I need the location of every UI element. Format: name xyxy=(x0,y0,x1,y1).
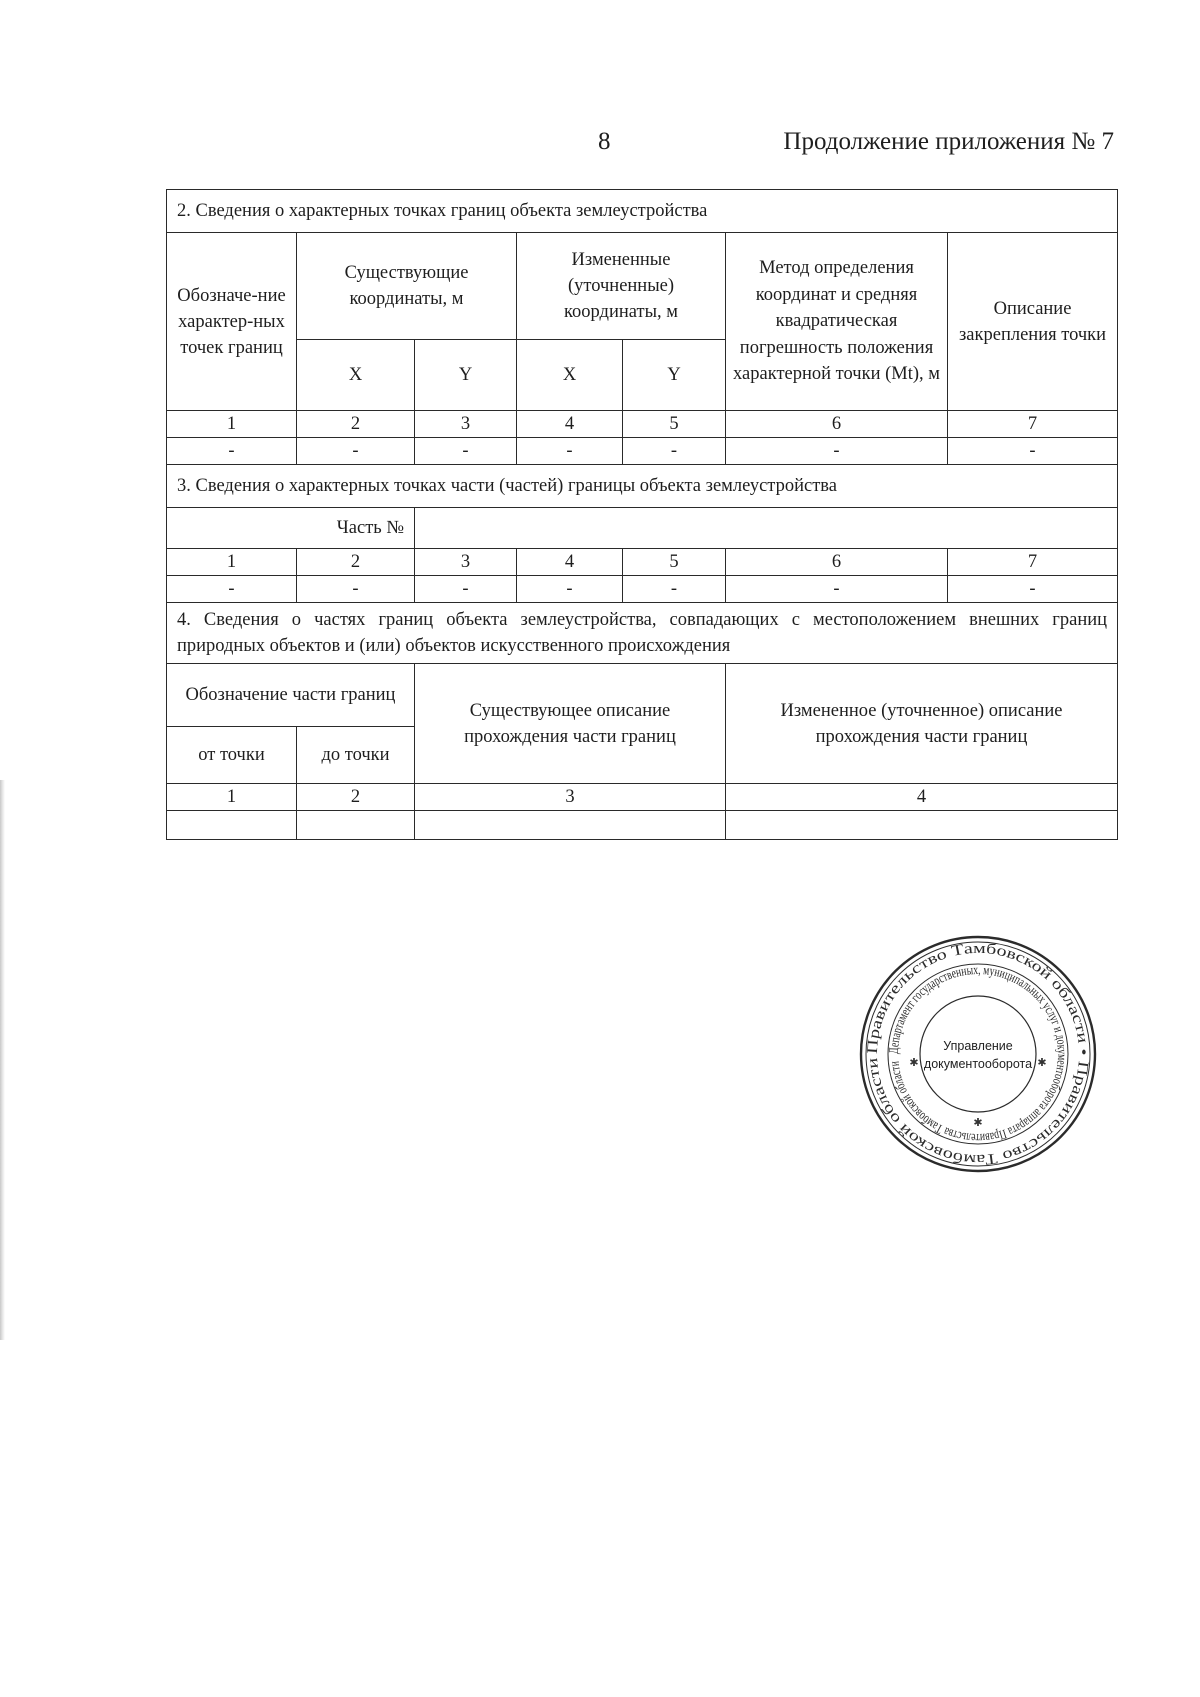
table-cell: 4 xyxy=(517,549,623,576)
seal-center-line-2: документооборота xyxy=(923,1057,1033,1071)
section2-number-row xyxy=(167,411,1118,438)
col-existing-x: X xyxy=(297,340,415,411)
section2-header-row-1 xyxy=(167,233,1118,340)
section4-title: 4. Сведения о частях границ объекта землеустройства, совпадающих с местоположением внешних границ природных объектов и (или) объектов искусственного происхождения xyxy=(167,603,1118,664)
section2-data-row xyxy=(167,438,1118,465)
table-cell: 7 xyxy=(948,549,1118,576)
table-cell: - xyxy=(726,576,948,603)
col-existing-description: Существующее описание прохождения части границ xyxy=(415,664,726,784)
seal-star-icon: ✱ xyxy=(909,1056,919,1069)
seal-star-icon: ✱ xyxy=(1037,1056,1047,1069)
table-cell: 4 xyxy=(726,784,1118,811)
table-cell xyxy=(415,811,726,840)
section4-number-row xyxy=(167,784,1118,811)
seal-inner-text: Департамент государственных, муниципальных услуг и документооборота аппарата Правительства Тамбовской области xyxy=(885,961,1071,1147)
seal-center-line-1: Управление xyxy=(943,1039,1013,1053)
section2-title: 2. Сведения о характерных точках границ объекта землеустройства xyxy=(167,190,1118,233)
table-cell: - xyxy=(623,438,726,465)
col-point-designation: Обозначе-ние характер-ных точек границ xyxy=(167,233,297,411)
table-cell: - xyxy=(415,576,517,603)
table-cell: - xyxy=(297,576,415,603)
table-cell: - xyxy=(167,576,297,603)
table-cell: - xyxy=(517,438,623,465)
table-cell: 2 xyxy=(297,549,415,576)
table-cell: - xyxy=(623,576,726,603)
table-cell: 3 xyxy=(415,784,726,811)
table-cell: 5 xyxy=(623,411,726,438)
table-cell: 1 xyxy=(167,549,297,576)
col-to-point: до точки xyxy=(297,727,415,784)
table-cell: 2 xyxy=(297,411,415,438)
col-part-designation: Обозначение части границ xyxy=(167,664,415,727)
table-cell: - xyxy=(415,438,517,465)
table-cell: - xyxy=(297,438,415,465)
col-method-and-error: Метод определения координат и средняя квадратическая погрешность положения характерной точки (Mt), м xyxy=(726,233,948,411)
table-cell: - xyxy=(948,576,1118,603)
table-cell xyxy=(297,811,415,840)
table-cell: - xyxy=(517,576,623,603)
section3-data-row xyxy=(167,576,1118,603)
section4-title-row xyxy=(167,603,1118,664)
col-point-fixing-description: Описание закрепления точки xyxy=(948,233,1118,411)
section3-title-row xyxy=(167,465,1118,508)
table-cell: 6 xyxy=(726,411,948,438)
col-existing-y: Y xyxy=(415,340,517,411)
scan-edge-shadow xyxy=(0,780,5,1340)
section4-header-row-1 xyxy=(167,664,1118,727)
part-number-value xyxy=(415,508,1118,549)
table-cell: 1 xyxy=(167,411,297,438)
table-cell: - xyxy=(726,438,948,465)
section3-title: 3. Сведения о характерных точках части (частей) границы объекта землеустройства xyxy=(167,465,1118,508)
table-cell: 3 xyxy=(415,411,517,438)
table-cell: - xyxy=(948,438,1118,465)
section3-part-row xyxy=(167,508,1118,549)
table-cell xyxy=(167,811,297,840)
table-cell xyxy=(726,811,1118,840)
col-changed-description: Измененное (уточненное) описание прохождения части границ xyxy=(726,664,1118,784)
col-from-point: от точки xyxy=(167,727,297,784)
col-changed-x: X xyxy=(517,340,623,411)
table-cell: 4 xyxy=(517,411,623,438)
official-seal xyxy=(858,934,1098,1174)
page-number: 8 xyxy=(598,128,611,155)
table-cell: 5 xyxy=(623,549,726,576)
part-number-label: Часть № xyxy=(167,508,415,549)
table-cell: 1 xyxy=(167,784,297,811)
land-management-table xyxy=(166,189,1118,840)
col-changed-y: Y xyxy=(623,340,726,411)
table-cell: 2 xyxy=(297,784,415,811)
section4-data-row xyxy=(167,811,1118,840)
section2-title-row xyxy=(167,190,1118,233)
col-existing-coordinates: Существующие координаты, м xyxy=(297,233,517,340)
table-cell: 3 xyxy=(415,549,517,576)
appendix-continuation: Продолжение приложения № 7 xyxy=(783,128,1114,155)
table-cell: - xyxy=(167,438,297,465)
seal-graphic xyxy=(858,934,1098,1174)
seal-outer-text: Правительство Тамбовской области • Правительство Тамбовской области xyxy=(864,940,1092,1168)
col-changed-coordinates: Измененные (уточненные) координаты, м xyxy=(517,233,726,340)
table-cell: 6 xyxy=(726,549,948,576)
section3-number-row xyxy=(167,549,1118,576)
seal-star-icon: ✱ xyxy=(973,1116,983,1129)
table-cell: 7 xyxy=(948,411,1118,438)
